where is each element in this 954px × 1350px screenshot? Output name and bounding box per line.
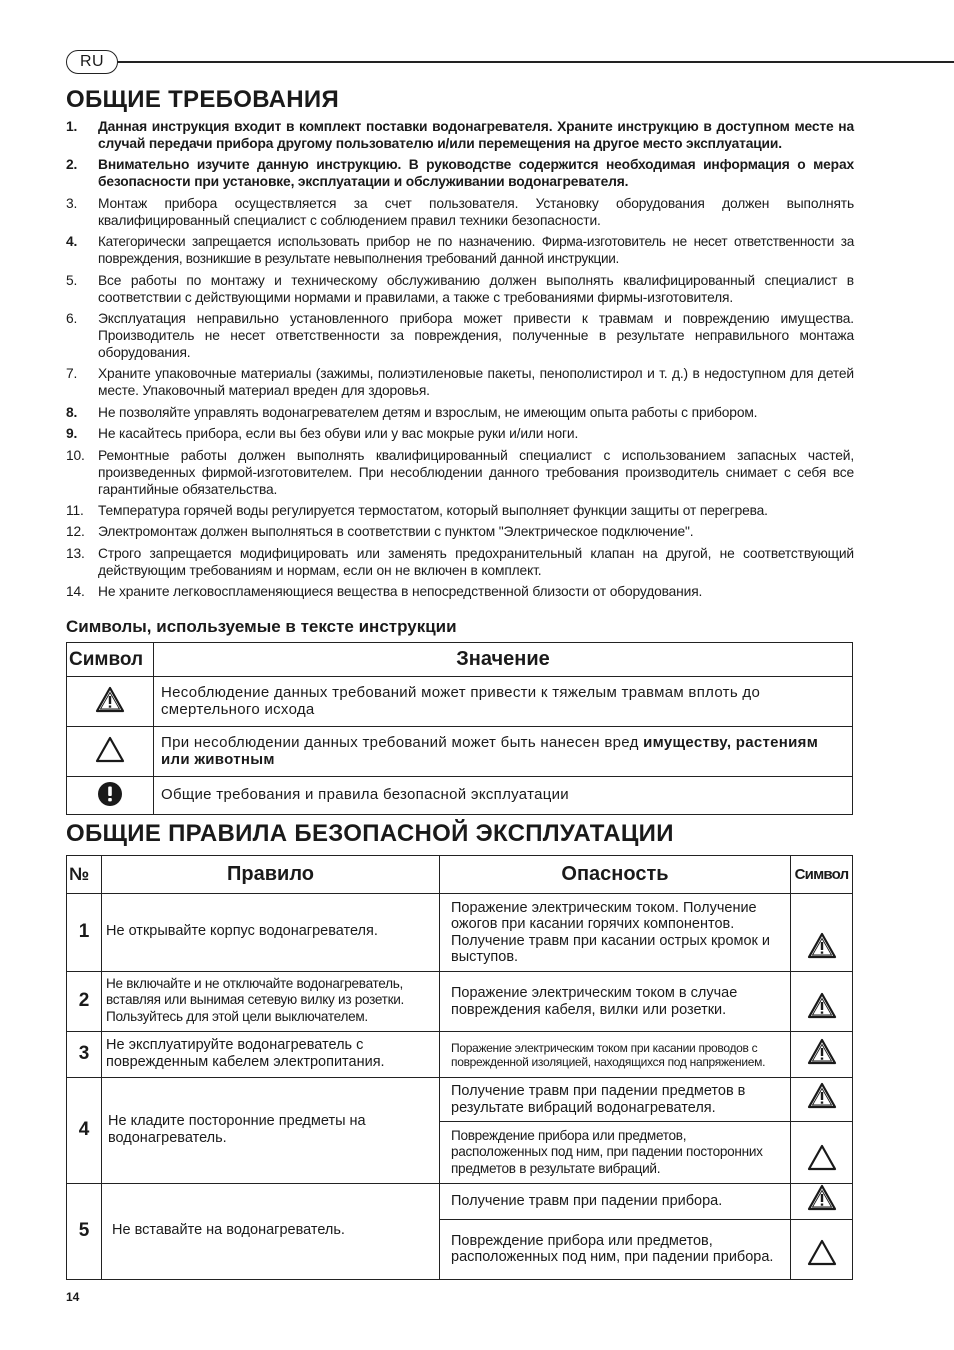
- empty-triangle-icon: [807, 1144, 837, 1171]
- section-title-safety-rules: ОБЩИЕ ПРАВИЛА БЕЗОПАСНОЙ ЭКСПЛУАТАЦИИ: [66, 820, 674, 847]
- rule-text: Не включайте и не отключайте водонагреватель, вставляя или вынимая сетевую вилку из розетки. Пользуйтесь для этой цели выключателем.: [102, 972, 440, 1032]
- empty-triangle-icon: [807, 1239, 837, 1266]
- table-row: 3 Не эксплуатируйте водонагреватель с поврежденным кабелем электропитания. Поражение электрическим током при касании проводов с поврежденной изоляцией, находящихся под напряжением.: [67, 1032, 853, 1078]
- symbols-section-title: Символы, используемые в тексте инструкции: [66, 617, 457, 636]
- rule-text: Не вставайте на водонагреватель.: [102, 1184, 440, 1280]
- hazard-text: Повреждение прибора или предметов, расположенных под ним, при падении посторонних предметов в результате вибраций.: [440, 1122, 791, 1184]
- table-row: [67, 727, 853, 777]
- column-header-symbol: Символ: [67, 643, 154, 677]
- list-item: 4. Категорически запрещается использовать прибор не по назначению. Фирма-изготовитель не несет ответственности за повреждения, возникшие в результате невыполнения требований данной инструкции.: [66, 234, 854, 267]
- rule-text: Не открывайте корпус водонагревателя.: [102, 894, 440, 972]
- hazard-text: Поражение электрическим током при касании проводов с поврежденной изоляцией, находящихся под напряжением.: [440, 1032, 791, 1078]
- symbol-meaning-text: При несоблюдении данных требований может быть нанесен вред имуществу, растениям или животным: [154, 727, 853, 777]
- requirements-list: [66, 118, 854, 604]
- list-item: 11. Температура горячей воды регулируется термостатом, который выполняет функции защиты от перегрева.: [66, 502, 768, 518]
- hazard-text: Получение травм при падении прибора.: [440, 1184, 791, 1220]
- warning-exclamation-triangle-icon: [807, 1038, 837, 1065]
- table-row: 1 Не открывайте корпус водонагревателя. Поражение электрическим током. Получение ожогов при касании горячих компонентов. Получение травм при касании острых кромок и выступов.: [67, 894, 853, 972]
- warning-exclamation-triangle-icon: [807, 992, 837, 1019]
- list-item: 2. Внимательно изучите данную инструкцию. В руководстве содержится необходимая информация о мерах безопасности при установке, эксплуатации и обслуживании водонагревателя.: [66, 157, 854, 190]
- symbols-table: [66, 642, 853, 815]
- rule-text: Не кладите посторонние предметы на водонагреватель.: [102, 1078, 440, 1184]
- table-row: 5 Не вставайте на водонагреватель. Получение травм при падении прибора.: [67, 1184, 853, 1220]
- section-title-general-requirements: ОБЩИЕ ТРЕБОВАНИЯ: [66, 86, 339, 113]
- list-item: 3. Монтаж прибора осуществляется за счет пользователя. Установку оборудования должен выполнять квалифицированный специалист с соблюдением правил техники безопасности.: [66, 195, 854, 228]
- list-item: 6. Эксплуатация неправильно установленного прибора может привести к травмам и повреждению имущества. Производитель не несет ответственности за повреждения, полученные в результате неправильного монтажа оборудования.: [66, 310, 854, 360]
- page-number: 14: [66, 1290, 80, 1304]
- table-row: 4 Не кладите посторонние предметы на водонагреватель. Получение травм при падении предметов в результате вибраций водонагревателя.: [67, 1078, 853, 1122]
- column-header-hazard: Опасность: [440, 856, 791, 894]
- table-row: [67, 777, 853, 815]
- exclamation-circle-icon: [97, 781, 123, 807]
- warning-exclamation-triangle-icon: [807, 932, 837, 959]
- column-header-number: №: [67, 856, 102, 894]
- list-item: 14. Не храните легковоспламеняющиеся вещества в непосредственной близости от оборудования.: [66, 584, 703, 600]
- hazard-text: Поражение электрическим током. Получение ожогов при касании горячих компонентов. Получение травм при касании острых кромок и выступов.: [440, 894, 791, 972]
- empty-triangle-icon: [95, 736, 125, 763]
- list-item: 13. Строго запрещается модифицировать или заменять предохранительный клапан на другой, не соответствующий действующим требованиям и нормам, если он не включен в комплект.: [66, 545, 854, 578]
- rule-text: Не эксплуатируйте водонагреватель с поврежденным кабелем электропитания.: [102, 1032, 440, 1078]
- safety-rules-table: [66, 855, 853, 1280]
- column-header-meaning: Значение: [154, 643, 853, 677]
- warning-exclamation-triangle-icon: [95, 686, 125, 713]
- language-badge: RU: [66, 50, 118, 74]
- warning-exclamation-triangle-icon: [807, 1082, 837, 1109]
- hazard-text: Повреждение прибора или предметов, расположенных под ним, при падении прибора.: [440, 1219, 791, 1279]
- list-item: 5. Все работы по монтажу и техническому обслуживанию должен выполнять квалифицированный специалист в соответствии с действующими нормами и правилами, а также с требованиями фирмы-изготовителя.: [66, 272, 854, 305]
- list-item: 1. Данная инструкция входит в комплект поставки водонагревателя. Храните инструкцию в доступном месте на случай передачи прибора другому пользователю и/или перемещения на другое место эксплуатации.: [66, 119, 854, 151]
- header-rule: [117, 61, 954, 63]
- column-header-symbol: Символ: [791, 856, 853, 894]
- warning-exclamation-triangle-icon: [807, 1184, 837, 1211]
- symbol-meaning-text: Несоблюдение данных требований может привести к тяжелым травмам вплоть до смертельного исхода: [154, 677, 853, 727]
- list-item: 9. Не касайтесь прибора, если вы без обуви или у вас мокрые руки и/или ноги.: [66, 426, 579, 442]
- list-item: 12. Электромонтаж должен выполняться в соответствии с пунктом "Электрическое подключение".: [66, 524, 694, 540]
- list-item: 7. Храните упаковочные материалы (зажимы, полиэтиленовые пакеты, пенополистирол и т. д.) в недоступном для детей месте. Упаковочный материал вреден для здоровья.: [66, 366, 854, 399]
- hazard-text: Получение травм при падении предметов в результате вибраций водонагревателя.: [440, 1078, 791, 1122]
- table-row: 2 Не включайте и не отключайте водонагреватель, вставляя или вынимая сетевую вилку из розетки. Пользуйтесь для этой цели выключателем. Поражение электрическим током в случае повреждения кабеля, вилки или розетки.: [67, 972, 853, 1032]
- symbol-meaning-text: Общие требования и правила безопасной эксплуатации: [154, 777, 853, 815]
- column-header-rule: Правило: [102, 856, 440, 894]
- table-row: [67, 677, 853, 727]
- list-item: 8. Не позволяйте управлять водонагревателем детям и взрослым, не имеющим опыта работы с прибором.: [66, 404, 758, 420]
- hazard-text: Поражение электрическим током в случае повреждения кабеля, вилки или розетки.: [440, 972, 791, 1032]
- list-item: 10. Ремонтные работы должен выполнять квалифицированный специалист с использованием запасных частей, произведенных фирмой-изготовителем. При несоблюдении данного требования производитель снимает с себя все гарантийные обязательства.: [66, 447, 854, 497]
